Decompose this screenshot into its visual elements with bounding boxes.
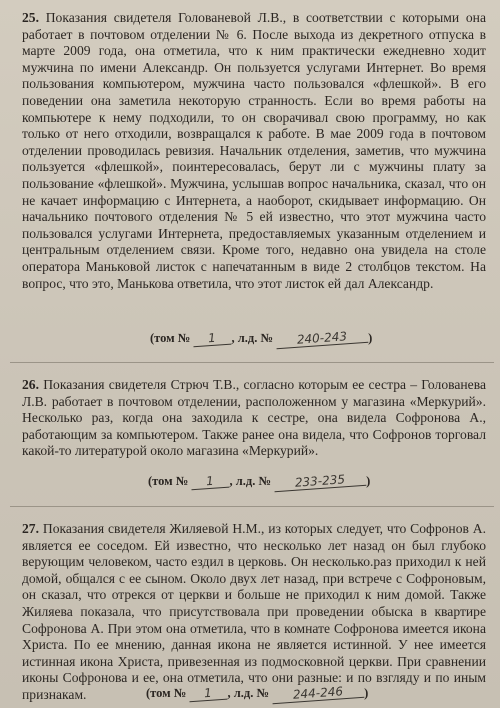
handwritten-volume: 1 (189, 686, 228, 703)
handwritten-pages: 244-246 (272, 684, 365, 704)
volume-label: (том № (146, 686, 187, 700)
volume-label: (том № (148, 474, 189, 488)
section-text: Показания свидетеля Стрюч Т.В., согласно которым ее сестра – Голованева Л.В. работает в почтовом отделении, расположенном у магазина «Меркурий». Несколько раз, когда она заходила к сестре, она видела Софронова А., работающим за компьютером. Также ранее она видела, что Софронов торговал какой-то литературой около магазина «Меркурий». (22, 377, 486, 459)
ref-close: ) (366, 474, 371, 488)
page-label: , л.д. № (227, 686, 270, 700)
section-text: Показания свидетеля Голованевой Л.В., в соответствии с которыми она работает в почтовом отделении № 6. После выхода из декретного отпуска в марте 2009 года, она отметила, что к ним практически ежедневно ходит мужчина по имени Александр. Он пользуется услугами Интернет. Во время пользования компьютером, мужчина часто пользовался «флешкой». В его поведении она заметила некоторую странность. Если во время работы на компьютере к нему подходили, то он сворачивал свою программу, но как только от него отходили, возвращался к работе. В мае 2009 года в почтовом отделении проводилась ревизия. Начальник отделения, заметив, что мужчина пользуется «флешкой», поинтересовалась, берут ли с мужчины плату за пользование «флешкой». Мужчина, услышав вопрос начальника, сказал, что он не качает информацию с Интернета, а наоборот, скидывает информацию. Он начальнико почтового отделения № 5 ей известно, что этот мужчина часто пользовался услугами Интернета, предоставляемых указанным отделением и центральным отделением связи. Кроме того, недавно она увидела на столе оператора Маньковой листок с напечатанным в виде 2 столбцов текстом. На вопрос, что это, Манькова ответила, что этот листок ей дал Александр. (22, 10, 486, 291)
section-paragraph (22, 10, 486, 292)
section-divider (10, 362, 494, 363)
section-number: 26. (22, 377, 39, 392)
section-paragraph (22, 377, 486, 460)
section-text: Показания свидетеля Жиляевой Н.М., из которых следует, что Софронов А. является ее соседом. Ей известно, что несколько лет назад он был глубоко верующим человеком, часто ездил в церковь. Он несколько.раз приходил к ней домой, общался с ее сыном. Около двух лет назад, при встрече с Софроновым, он сказал, что отрекся от церкви и больше не приходил к ним домой. Также Жиляева показала, что присутствовала при проведении обыска в квартире Софронова А. При этом она отметила, что в комнате Софронова имеется икона Христа. По ее мнению, данная икона не является истинной. У нее имеется истинная икона Христа, привезенная из подмосковной церкви. При сравнении иконы Софронова и ее, она отметила, что они разные: и по взгляду и по иным признакам. (22, 521, 486, 702)
handwritten-volume: 1 (191, 474, 230, 491)
section-25 (22, 10, 486, 292)
page-label: , л.д. № (231, 331, 274, 345)
handwritten-pages: 240-243 (276, 329, 369, 349)
section-paragraph (22, 521, 486, 704)
case-reference-26 (148, 474, 370, 489)
volume-label: (том № (150, 331, 191, 345)
ref-close: ) (364, 686, 369, 700)
handwritten-pages: 233-235 (274, 472, 367, 492)
case-reference-25 (150, 331, 372, 346)
section-divider (10, 506, 494, 507)
page-label: , л.д. № (229, 474, 272, 488)
section-number: 25. (22, 10, 39, 25)
ref-close: ) (368, 331, 373, 345)
case-reference-27 (146, 686, 368, 701)
section-27 (22, 521, 486, 704)
section-26 (22, 377, 486, 460)
section-number: 27. (22, 521, 39, 536)
handwritten-volume: 1 (193, 331, 232, 348)
